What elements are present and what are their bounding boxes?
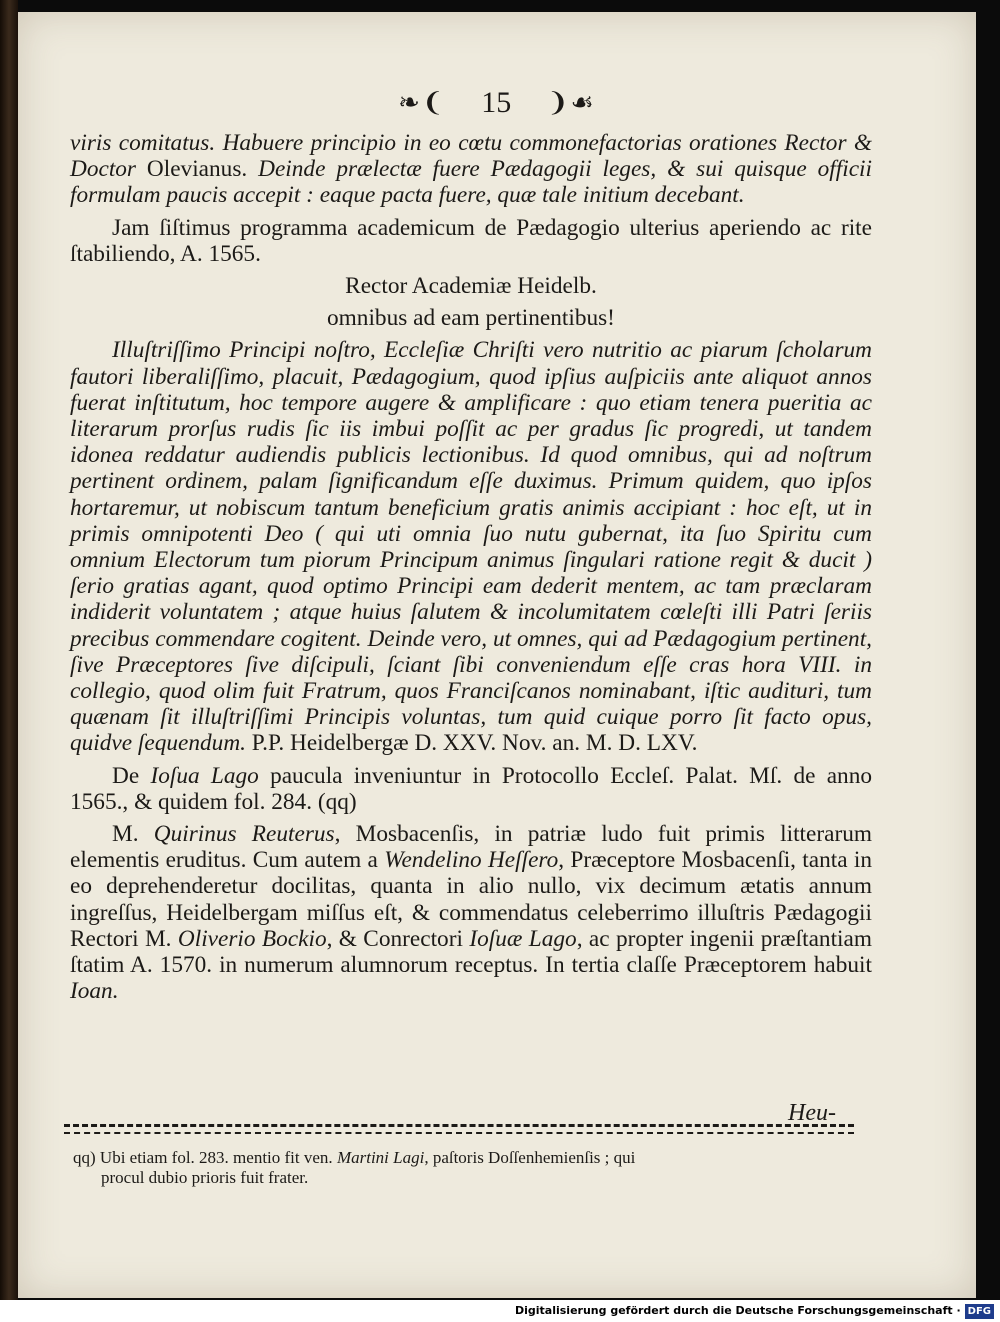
paragraph-4 xyxy=(70,763,872,815)
p1-italic-a: viris comitatus. Habuere principio in eo cœtu commonefactorias orationes Rector & Doctor xyxy=(70,130,872,183)
fn-a: qq) Ubi etiam fol. 283. mentio fit ven. xyxy=(73,1148,337,1167)
p5-c: , Mosbacenſis, in patriæ ludo fuit primis litterarum elementis eruditus. Cum autem a xyxy=(70,821,872,874)
page-body xyxy=(70,130,872,1005)
p5-a: M. xyxy=(112,821,154,848)
p4-a: De xyxy=(112,762,151,789)
page-header xyxy=(18,84,976,120)
p3-date: P.P. Heidelbergæ D. XXV. Nov. an. M. D. LXV. xyxy=(251,730,698,757)
paragraph-5 xyxy=(70,821,872,1004)
ornament-right-icon: ❩☙ xyxy=(546,88,596,118)
footnote-line-1 xyxy=(73,1148,873,1168)
fn-c: , paſtoris Doſſenhemienſis ; qui xyxy=(424,1148,636,1167)
p4-c: paucula inveniuntur in Protocollo Eccleſ. Palat. Mſ. de anno 1565., & quidem fol. 284. (qq) xyxy=(70,762,872,815)
p5-i: , ac propter ingenii præſtantiam ſtatim A. 1570. in numerum alumnorum receptus. In tertia claſſe Præceptorem habuit xyxy=(70,925,872,979)
book-spine-edge xyxy=(0,0,18,1300)
p5-name-hessero: Wendelino Heſſero xyxy=(384,847,559,874)
footnote-rule-2 xyxy=(64,1132,854,1134)
paragraph-1 xyxy=(70,130,872,209)
program-heading-rector: Rector Academiæ Heidelb. xyxy=(345,273,597,300)
p4-name: Ioſua Lago xyxy=(150,762,259,789)
p1-roman: Olevianus. xyxy=(146,156,248,183)
p5-name-bockio: Oliverio Bockio xyxy=(177,925,327,952)
digitization-credit: Digitalisierung gefördert durch die Deutsche Forschungsgemeinschaft · xyxy=(514,1304,961,1317)
catchword: Heu- xyxy=(788,1100,836,1126)
p5-e: , Præceptore Mosbacenſi, tanta in eo deprehenderetur docilitas, quanta in alio nullo, vix decimum ætatis annum ingreſſus, Heidelbergam miſſus eſt, & commendatus celeberrimo illuſtris Pædagogii Rectori M. xyxy=(70,847,872,952)
p5-ioan: Ioan. xyxy=(70,978,119,1005)
scanned-page xyxy=(18,12,976,1298)
digitization-credit-bar xyxy=(0,1300,1000,1322)
dfg-logo: DFG xyxy=(965,1304,994,1319)
p3-italic: Illuſtriſſimo Principi noſtro, Eccleſiæ Chriſti vero nutritio ac piarum ſcholarum fautori liberaliſſimo, placuit, Pædagogium, quod ipſius auſpiciis ante aliquot annos fuerat inſtitutum, hoc tempore augere & amplificare : quo etiam tenera pueritia ac literarum prorſus rudis ſic iis imbui poſſit ac per gradus ſic progredi, ut tandem idonea reddatur audiendis publicis lectionibus. Id quod omnibus, qui ad noſtrum pertinent ordinem, palam ſignificandum eſſe duximus. Primum quidem, quo ipſos hortaremur, ut nobiscum tantum beneficium gratis animis accipiant : hoc eſt, ut in primis omnipotenti Deo ( qui uti omnia ſuo nutu gubernat, ita ſuo Spiritu cum omnium Electorum tum piorum Principum animus ſingulari ratione regit & ducit ) ſerio gratias agant, quod optimo Principi eam dederit mentem, ac tam præclaram indiderit voluntatem ; atque huius ſalutem & incolumitatem cœleſti illi Patri ſeriis precibus commendare cogitent. Deinde vero, ut omnes, qui ad Pædagogium pertinent, ſive Præceptores ſive diſcipuli, ſciant ſibi conveniendum eſſe cras hora VIII. in collegio, quod olim fuit Fratrum, quos Franciſcanos nominabant, iſtic audituri, tum quænam ſit illuſtriſſimi Principis voluntas, tum quid cuique porro ſit facto opus, quidve ſequendum. xyxy=(70,337,872,757)
footnote-line-2: procul dubio prioris fuit frater. xyxy=(101,1168,309,1187)
program-heading-omnibus: omnibus ad eam pertinentibus! xyxy=(327,305,615,332)
footnote-rule xyxy=(64,1124,854,1127)
p5-g: , & Conrectori xyxy=(326,925,470,952)
footnote xyxy=(73,1148,873,1188)
paragraph-2: Jam ſiſtimus programma academicum de Pædagogio ulterius aperiendo ac rite ſtabiliendo, A. 1565. xyxy=(70,214,872,267)
paragraph-3 xyxy=(70,337,872,756)
p5-name-lago: Ioſuæ Lago xyxy=(469,925,577,952)
ornament-left-icon: ❧❨ xyxy=(398,88,446,118)
page-number: 15 xyxy=(481,86,512,120)
fn-name: Martini Lagi xyxy=(336,1148,425,1167)
p1-italic-c: Deinde prælectæ fuere Pædagogii leges, & sui quisque officii formulam paucis accepit : eaque pacta fuere, quæ tale initium decebant. xyxy=(70,156,872,209)
p5-name-reuterus: Quirinus Reuterus xyxy=(153,821,335,848)
